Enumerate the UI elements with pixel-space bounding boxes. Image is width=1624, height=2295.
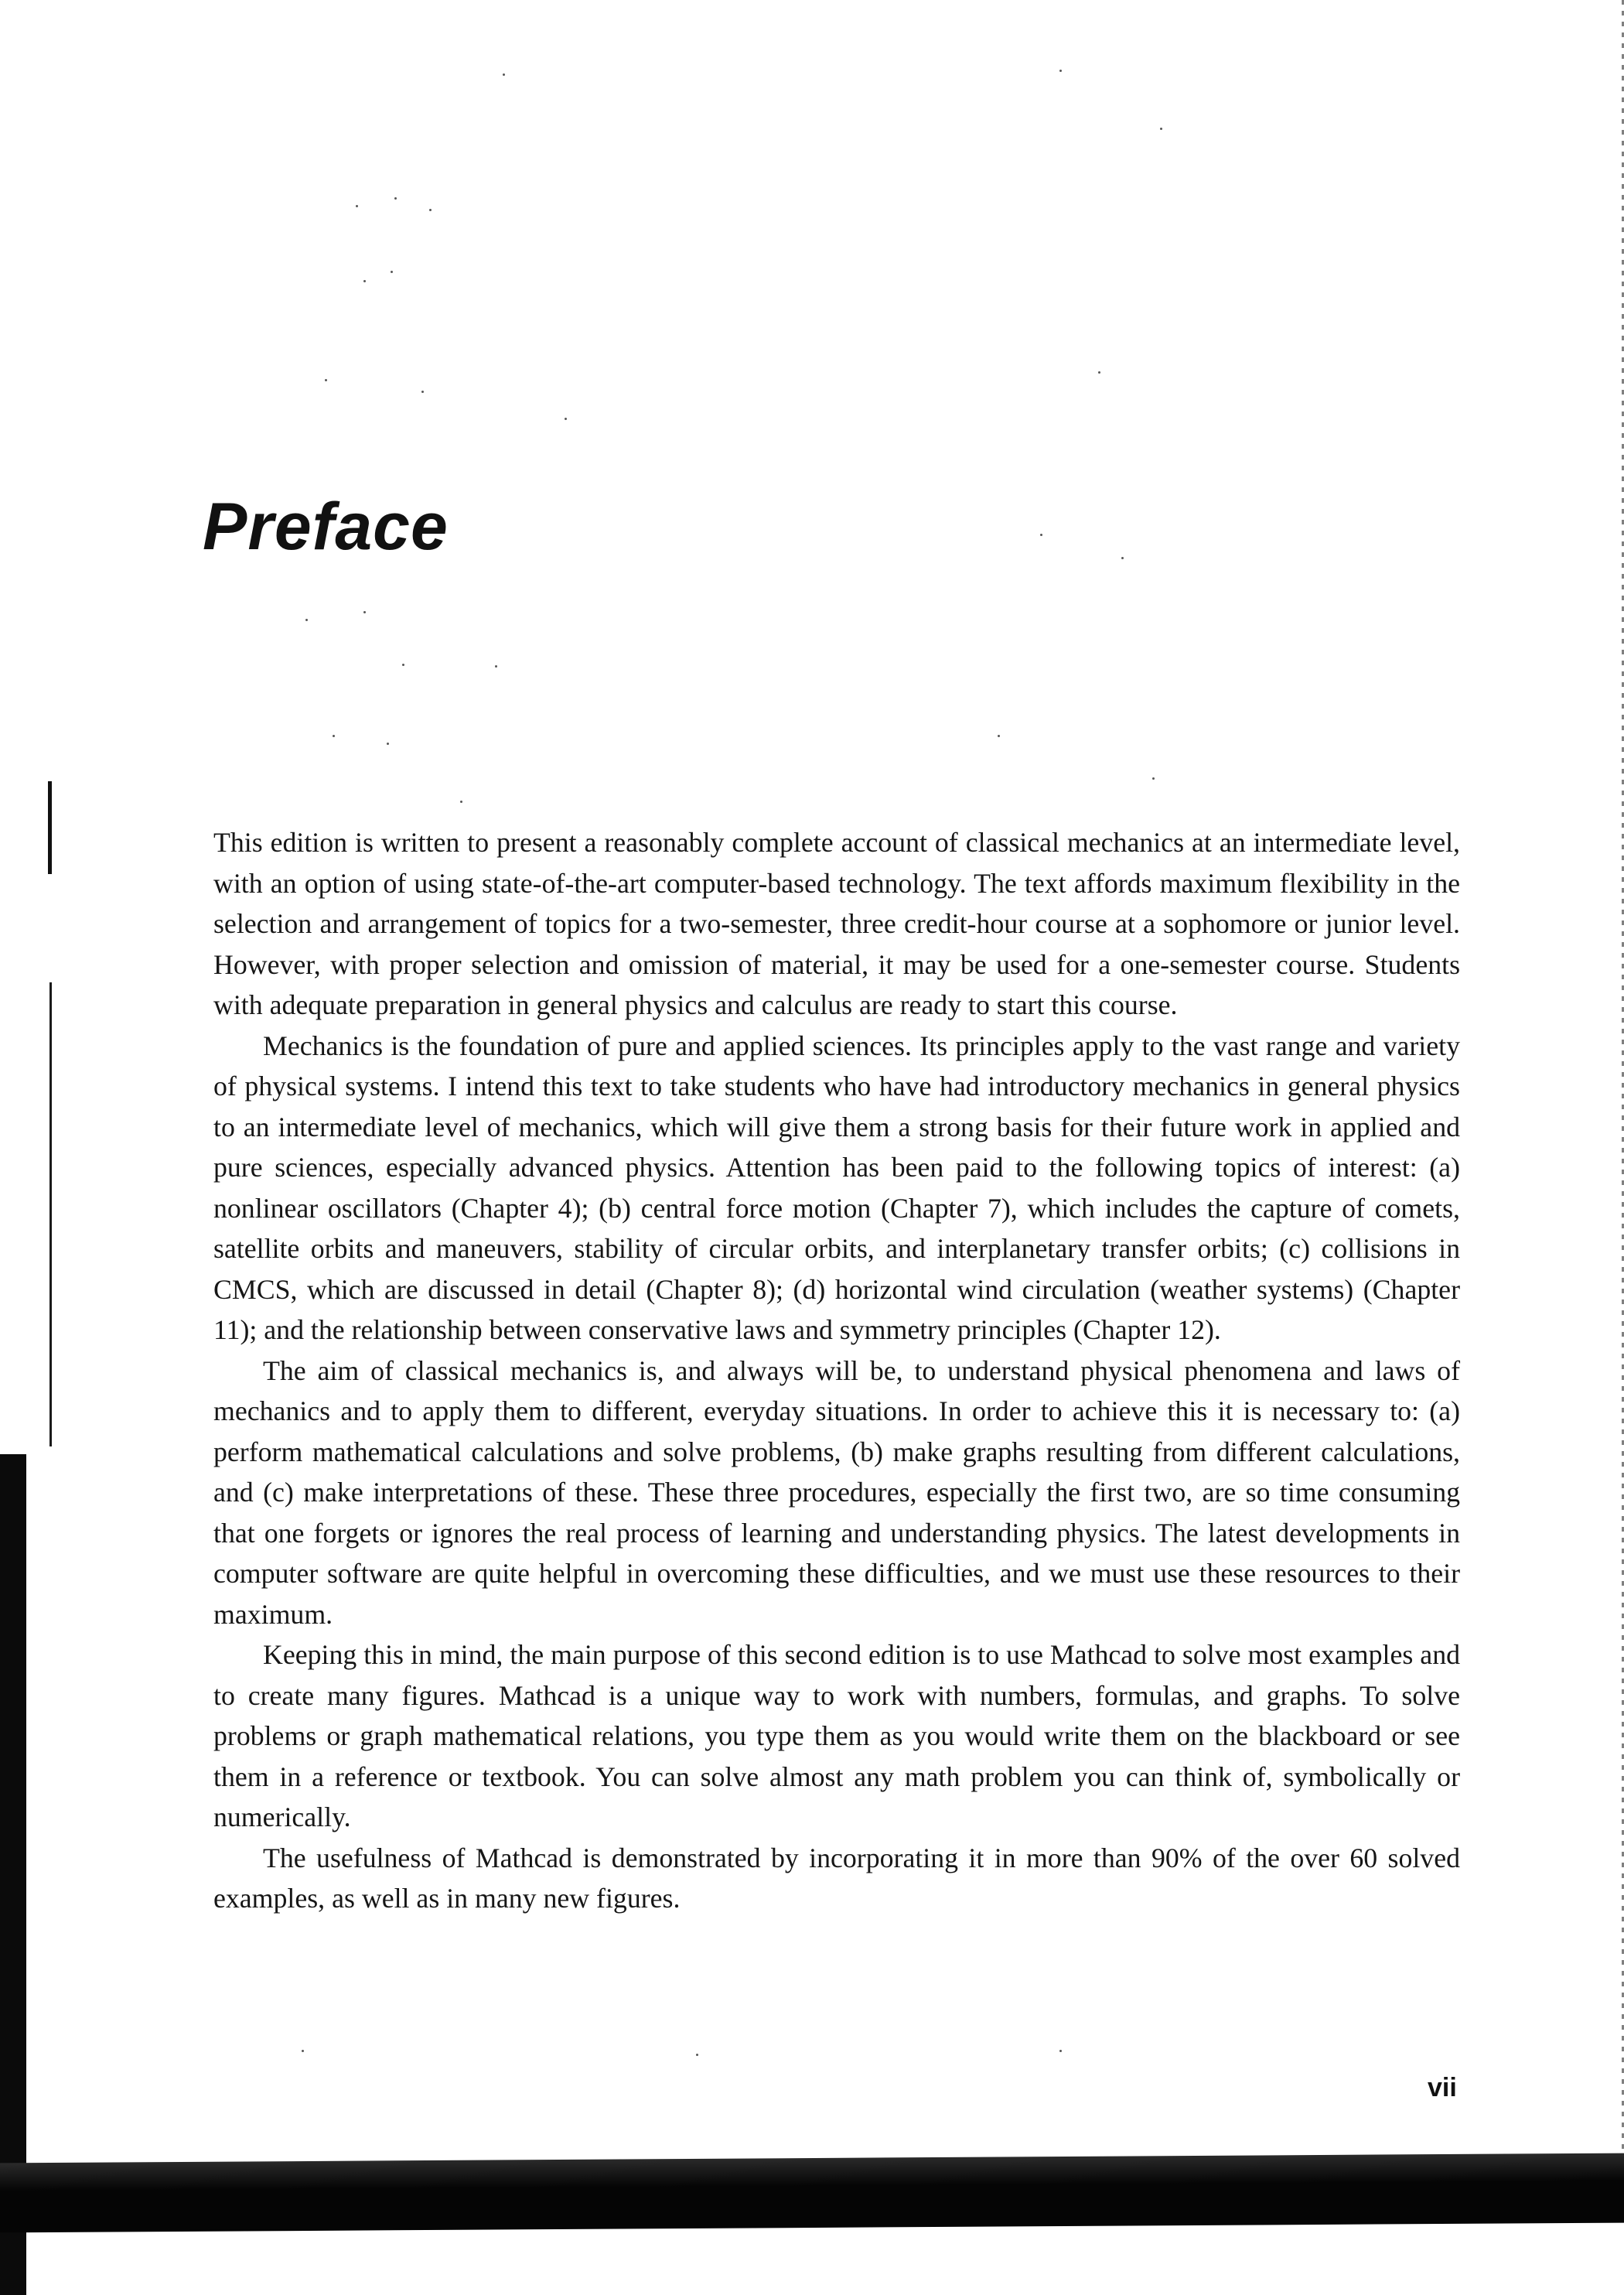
scan-mark-left [48,781,52,874]
paragraph: Keeping this in mind, the main purpose of this second edition is to use Mathcad to solve most examples and to create many figures. Mathcad is a unique way to work with numbers, formulas, and graphs. To solve problems or graph mathematical relations, you type them as you would write them on the blackboard or see them in a reference or textbook. You can solve almost any math problem you can think of, symbolically or numerically. [213,1639,1460,1832]
paragraph: The usefulness of Mathcad is demonstrated by incorporating it in more than 90% of the over 60 solved examples, as well as in many new figures. [213,1842,1460,1914]
scan-mark-left-long [49,982,52,1446]
paragraph: This edition is written to present a reasonably complete account of classical mechanics at an intermediate level, with an option of using state-of-the-art computer-based technology. The text affords maximum flexibility in the selection and arrangement of topics for a two-semester, three credit-hour course at a sophomore or junior level. However, with proper selection and omission of material, it may be used for a one-semester course. Students with adequate preparation in general physics and calculus are ready to start this course. [213,827,1460,1020]
paragraph: Mechanics is the foundation of pure and applied sciences. Its principles apply to the vast range and variety of physical systems. I intend this text to take students who have had introductory mechanics in general physics to an intermediate level of mechanics, which will give them a strong basis for their future work in applied and pure sciences, especially advanced physics. Attention has been paid to the following topics of interest: (a) nonlinear oscillators (Chapter 4); (b) central force motion (Chapter 7), which includes the capture of comets, satellite orbits and maneuvers, stability of circular orbits, and interplanetary transfer orbits; (c) collisions in CMCS, which are discussed in detail (Chapter 8); (d) horizontal wind circulation (weather systems) (Chapter 11); and the relationship between conservative laws and symmetry principles (Chapter 12). [213,1030,1460,1345]
paragraph: The aim of classical mechanics is, and always will be, to understand physical phenomena and laws of mechanics and to apply them to different, everyday situations. In order to achieve this it is necessary to: (a) perform mathematical calculations and solve problems, (b) make graphs resulting from different calculations, and (c) make interpretations of these. These three procedures, especially the first two, are so time consuming that one forgets or ignores the real process of learning and understanding physics. The latest developments in computer software are quite helpful in overcoming these difficulties, and we must use these resources to their maximum. [213,1354,1460,1630]
page-number: vii [1428,2073,1457,2102]
scan-shadow-bottom [0,2153,1624,2233]
preface-body [213,822,1460,1919]
page-title: Preface [203,490,449,564]
